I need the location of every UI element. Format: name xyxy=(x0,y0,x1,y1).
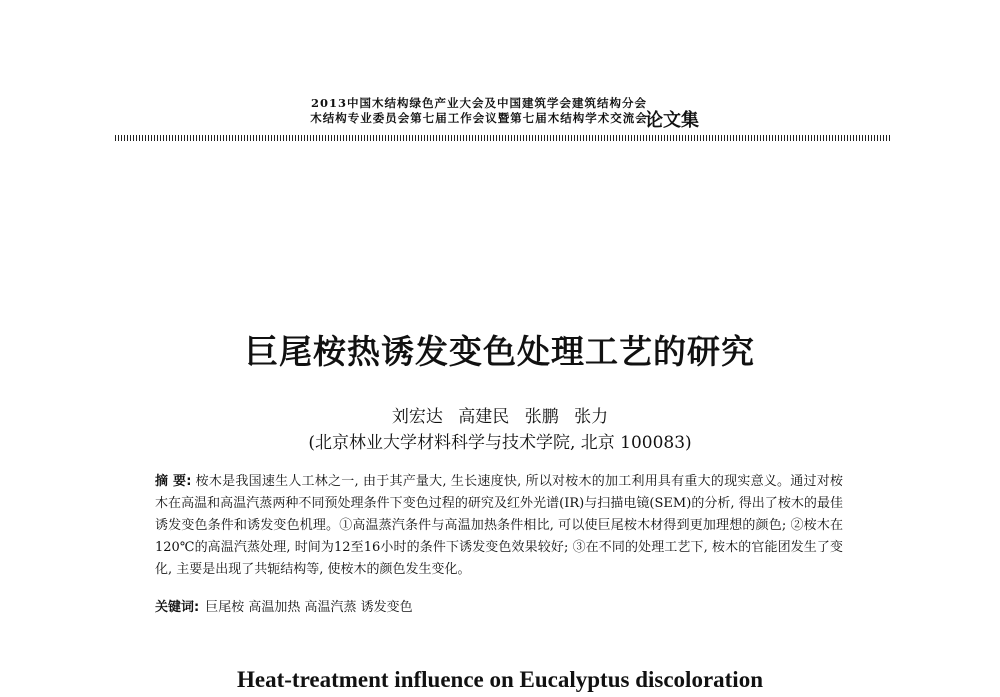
keywords-text: 巨尾桉 高温加热 高温汽蒸 诱发变色 xyxy=(205,600,413,615)
conference-line-2: 木结构专业委员会第七届工作会议暨第七届木结构学术交流会 xyxy=(310,111,648,125)
abstract-label: 摘 要: xyxy=(155,474,192,489)
authors: 刘宏达 高建民 张鹏 张力 xyxy=(391,407,609,427)
abstract xyxy=(155,471,843,581)
abstract-text: 桉木是我国速生人工林之一, 由于其产量大, 生长速度快, 所以对桉木的加工利用具有重大的现实意义。通过对桉木在高温和高温汽蒸两种不同预处理条件下变色过程的研究及红外光谱(IR)与扫描电镜(SEM)的分析, 得出了桉木的最佳诱发变色条件和诱发变色机理。①高温蒸汽条件与高温加热条件相比, 可以使巨尾桉木材得到更加理想的颜色; ②桉木在120℃的高温汽蒸处理, 时间为12至16小时的条件下诱发变色效果较好; ③在不同的处理工艺下, 桉木的官能团发生了变化, 主要是出现了共轭结构等, 使桉木的颜色发生变化。 xyxy=(155,474,843,577)
paper-title-cn: 巨尾桉热诱发变色处理工艺的研究 xyxy=(245,332,755,371)
keywords-label: 关键词: xyxy=(155,600,200,615)
paper-title-en: Heat-treatment influence on Eucalyptus discoloration xyxy=(237,667,763,692)
affiliation: (北京林业大学材料科学与技术学院, 北京 100083) xyxy=(308,433,692,453)
conference-line-1: 2013中国木结构绿色产业大会及中国建筑学会建筑结构分会 xyxy=(310,96,647,110)
keywords xyxy=(155,597,843,619)
header-rule xyxy=(115,135,890,141)
collection-label: 论文集 xyxy=(645,110,699,131)
